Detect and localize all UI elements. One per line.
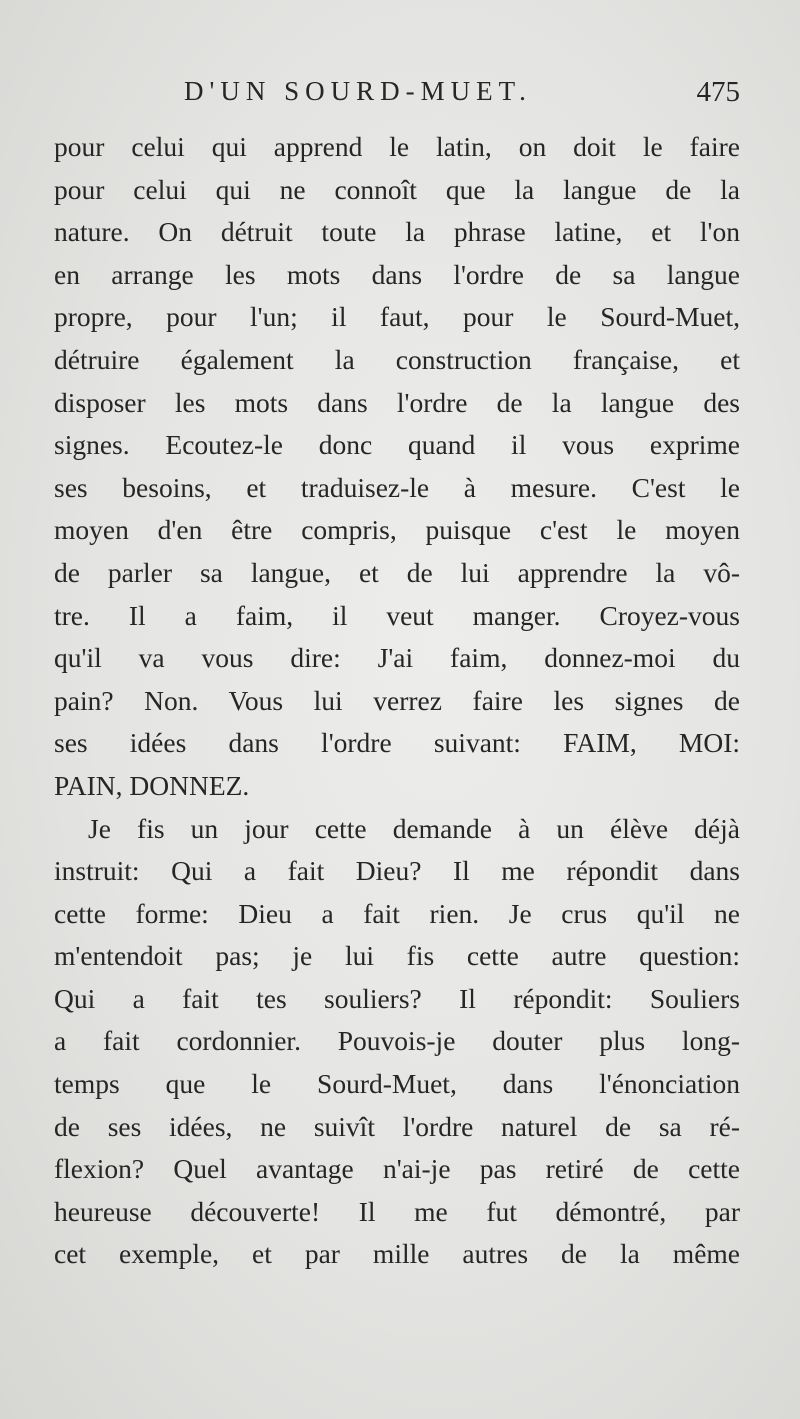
running-head: D'UN SOURD-MUET. xyxy=(184,76,532,106)
text-line: pain? Non. Vous lui verrez faire les signes de xyxy=(54,684,740,716)
text-line: disposer les mots dans l'ordre de la langue des xyxy=(54,386,740,418)
text-line: moyen d'en être compris, puisque c'est le moyen xyxy=(54,514,740,546)
text-line: Qui a fait tes souliers? Il répondit: Souliers xyxy=(54,982,740,1014)
text-line: cette forme: Dieu a fait rien. Je crus qu'il ne xyxy=(54,897,740,929)
text-line: pour celui qui apprend le latin, on doit le faire xyxy=(54,131,740,162)
text-line: temps que le Sourd-Muet, dans l'énonciation xyxy=(54,1068,740,1100)
page-header xyxy=(54,76,740,116)
text-line: ses idées dans l'ordre suivant: FAIM, MOI: xyxy=(54,727,740,759)
text-line: pour celui qui ne connoît que la langue de la xyxy=(54,173,740,205)
text-line: a fait cordonnier. Pouvois-je douter plus long- xyxy=(54,1025,740,1057)
text-line: propre, pour l'un; il faut, pour le Sourd-Muet, xyxy=(54,301,740,333)
text-line: flexion? Quel avantage n'ai-je pas retiré de cette xyxy=(54,1153,740,1185)
page-number: 475 xyxy=(696,76,740,108)
text-line: heureuse découverte! Il me fut démontré, par xyxy=(54,1195,740,1227)
text-line: signes. Ecoutez-le donc quand il vous exprime xyxy=(54,429,740,461)
text-line: en arrange les mots dans l'ordre de sa langue xyxy=(54,258,740,290)
text-line: de ses idées, ne suivît l'ordre naturel de sa ré- xyxy=(54,1110,740,1142)
text-line: Je fis un jour cette demande à un élève déjà xyxy=(88,812,740,844)
text-line: ses besoins, et traduisez-le à mesure. C'est le xyxy=(54,471,740,503)
text-line: de parler sa langue, et de lui apprendre la vô- xyxy=(54,556,740,588)
text-line: m'entendoit pas; je lui fis cette autre question: xyxy=(54,940,740,972)
text-line: détruire également la construction française, et xyxy=(54,343,740,375)
text-line: cet exemple, et par mille autres de la même xyxy=(54,1238,740,1270)
text-line: PAIN, DONNEZ. xyxy=(54,769,250,801)
text-line: instruit: Qui a fait Dieu? Il me répondit dans xyxy=(54,855,740,887)
text-line: nature. On détruit toute la phrase latine, et l'on xyxy=(54,216,740,248)
text-line: tre. Il a faim, il veut manger. Croyez-vous xyxy=(54,599,740,631)
text-line: qu'il va vous dire: J'ai faim, donnez-moi du xyxy=(54,642,740,674)
body-text xyxy=(54,126,740,1276)
